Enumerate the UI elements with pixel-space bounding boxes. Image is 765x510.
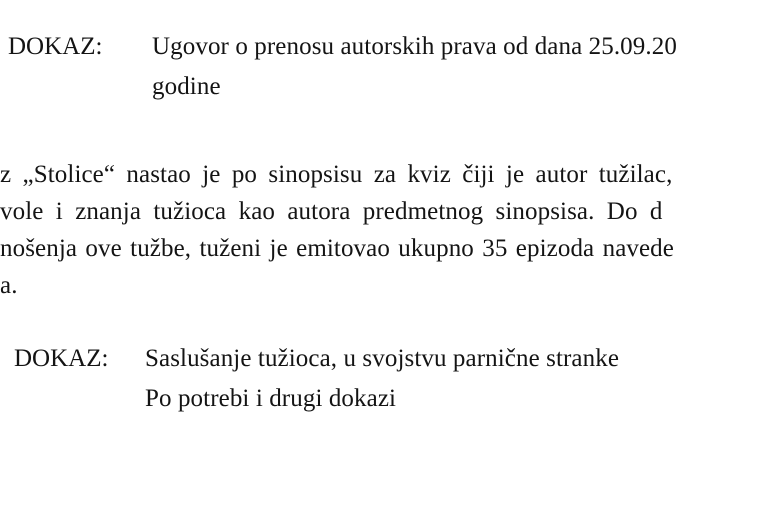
paragraph-line: vole i znanja tužioca kao autora predmetnog sinopsisa. Do d xyxy=(0,198,663,225)
evidence-item-line: Ugovor o prenosu autorskih prava od dana 25.09.20 xyxy=(152,33,677,60)
evidence-item-line: godine xyxy=(152,73,221,100)
paragraph-line: z „Stolice“ nastao je po sinopsisu za kviz čiji je autor tužilac, xyxy=(0,161,673,188)
paragraph-line: nošenja ove tužbe, tuženi je emitovao ukupno 35 epizoda navede xyxy=(0,235,674,262)
paragraph-line: a. xyxy=(0,272,18,299)
evidence-label: DOKAZ: xyxy=(8,33,103,60)
evidence-label: DOKAZ: xyxy=(14,345,109,372)
evidence-item-line: Saslušanje tužioca, u svojstvu parnične stranke xyxy=(145,345,620,372)
evidence-item-line: Po potrebi i drugi dokazi xyxy=(145,385,397,412)
